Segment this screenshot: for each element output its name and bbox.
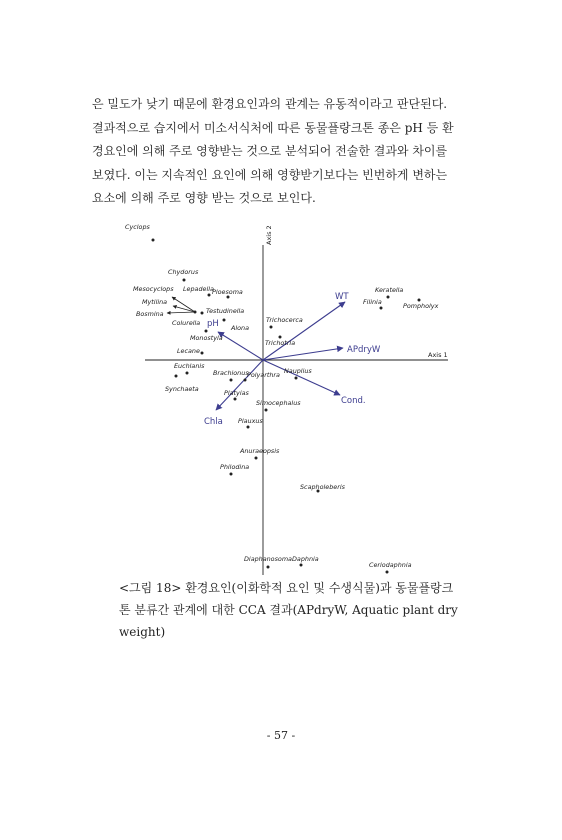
- cca-biplot: [105, 215, 450, 575]
- species-label: Euchlanis: [174, 362, 205, 370]
- species-label: Synchaeta: [165, 385, 199, 393]
- species-label: Brachionus: [213, 369, 249, 377]
- species-label: Lecane: [177, 347, 200, 355]
- species-point: [295, 377, 298, 380]
- species-label: Nauplius: [284, 367, 312, 375]
- species-point: [201, 352, 204, 355]
- species-point: [208, 294, 211, 297]
- species-point: [270, 326, 273, 329]
- species-label: Mesocyclops: [133, 285, 174, 293]
- species-point: [183, 279, 186, 282]
- species-point: [205, 330, 208, 333]
- ph-vector: [218, 332, 263, 360]
- apdryw-vector-label: APdryW: [347, 345, 381, 355]
- species-label: Alona: [231, 324, 250, 332]
- species-point: [267, 566, 270, 569]
- species-label: Anuraeopsis: [240, 447, 280, 455]
- species-label: Testudinella: [206, 307, 245, 315]
- species-label: Colurella: [172, 319, 201, 327]
- species-label: Ploesoma: [212, 288, 243, 296]
- species-point: [194, 311, 197, 314]
- species-label: Philodina: [220, 463, 250, 471]
- wt-vector-label: WT: [335, 292, 349, 302]
- caption-line: 톤 분류간 관계에 대한 CCA 결과(APdryW, Aquatic plant dry: [119, 603, 458, 617]
- axis-2-label: Axis 2: [265, 225, 273, 245]
- species-label: Trichotria: [265, 339, 296, 347]
- species-points: [125, 223, 439, 574]
- species-label: Bosmina: [136, 310, 164, 318]
- mytilina-arrow: [173, 306, 195, 312]
- species-point: [387, 296, 390, 299]
- species-label: Scapholeberis: [300, 483, 345, 491]
- figure-caption: [119, 577, 464, 643]
- species-point: [380, 307, 383, 310]
- species-label: Pompholyx: [403, 302, 439, 310]
- species-label: Lepadella: [183, 285, 214, 293]
- species-label: Monostyla: [190, 334, 223, 342]
- species-label: Ceriodaphnia: [369, 561, 412, 569]
- species-label: Trichocerca: [266, 316, 303, 324]
- species-point: [230, 379, 233, 382]
- species-label: Daphnia: [292, 555, 319, 563]
- species-point: [152, 239, 155, 242]
- cond-vector-label: Cond.: [341, 396, 366, 406]
- species-point: [386, 571, 389, 574]
- ph-vector-label: pH: [207, 319, 219, 329]
- species-point: [234, 398, 237, 401]
- paragraph-line: 요소에 의해 주로 영향 받는 것으로 보인다.: [92, 191, 316, 205]
- species-label: Diaphanosoma: [244, 555, 292, 563]
- caption-line: weight): [119, 625, 166, 639]
- paragraph-line: 은 밀도가 낮기 때문에 환경요인과의 관계는 유동적이라고 판단된다.: [92, 97, 448, 111]
- species-label: Platyias: [224, 389, 249, 397]
- caption-line: <그림 18> 환경요인(이화학적 요인 및 수생식물)과 동물플랑크: [119, 581, 454, 595]
- paragraph-line: 경요인에 의해 주로 영향받는 것으로 분석되어 전술한 결과와 차이를: [92, 144, 448, 158]
- species-label: Mytilina: [142, 298, 168, 306]
- body-paragraph: [92, 93, 472, 211]
- species-point: [201, 312, 204, 315]
- apdryw-vector: [263, 348, 343, 360]
- species-point: [223, 319, 226, 322]
- species-label: Cyclops: [125, 223, 150, 231]
- species-point: [247, 426, 250, 429]
- species-label: Polyarthra: [247, 371, 280, 379]
- species-point: [230, 473, 233, 476]
- axis-1-label: Axis 1: [428, 351, 448, 359]
- paragraph-line: 결과적으로 습지에서 미소서식처에 따른 동물플랑크톤 종은 pH 등 환: [92, 120, 454, 135]
- species-label: Keratella: [375, 286, 404, 294]
- species-point: [186, 372, 189, 375]
- bosmina-arrow: [167, 312, 195, 313]
- species-point: [175, 375, 178, 378]
- species-label: Plauxus: [238, 417, 263, 425]
- wt-vector: [263, 302, 345, 360]
- page-number: - 57 -: [266, 729, 296, 742]
- species-label: Filinia: [363, 298, 382, 306]
- paragraph-line: 보였다. 이는 지속적인 요인에 의해 영향받기보다는 빈번하게 변하는: [92, 167, 448, 182]
- species-point: [255, 457, 258, 460]
- species-label: Chydorus: [168, 268, 199, 276]
- species-point: [300, 564, 303, 567]
- species-label: Simocephalus: [256, 399, 301, 407]
- chla-vector-label: Chla: [204, 417, 223, 427]
- mesocyclops-arrow: [172, 297, 195, 312]
- species-point: [265, 409, 268, 412]
